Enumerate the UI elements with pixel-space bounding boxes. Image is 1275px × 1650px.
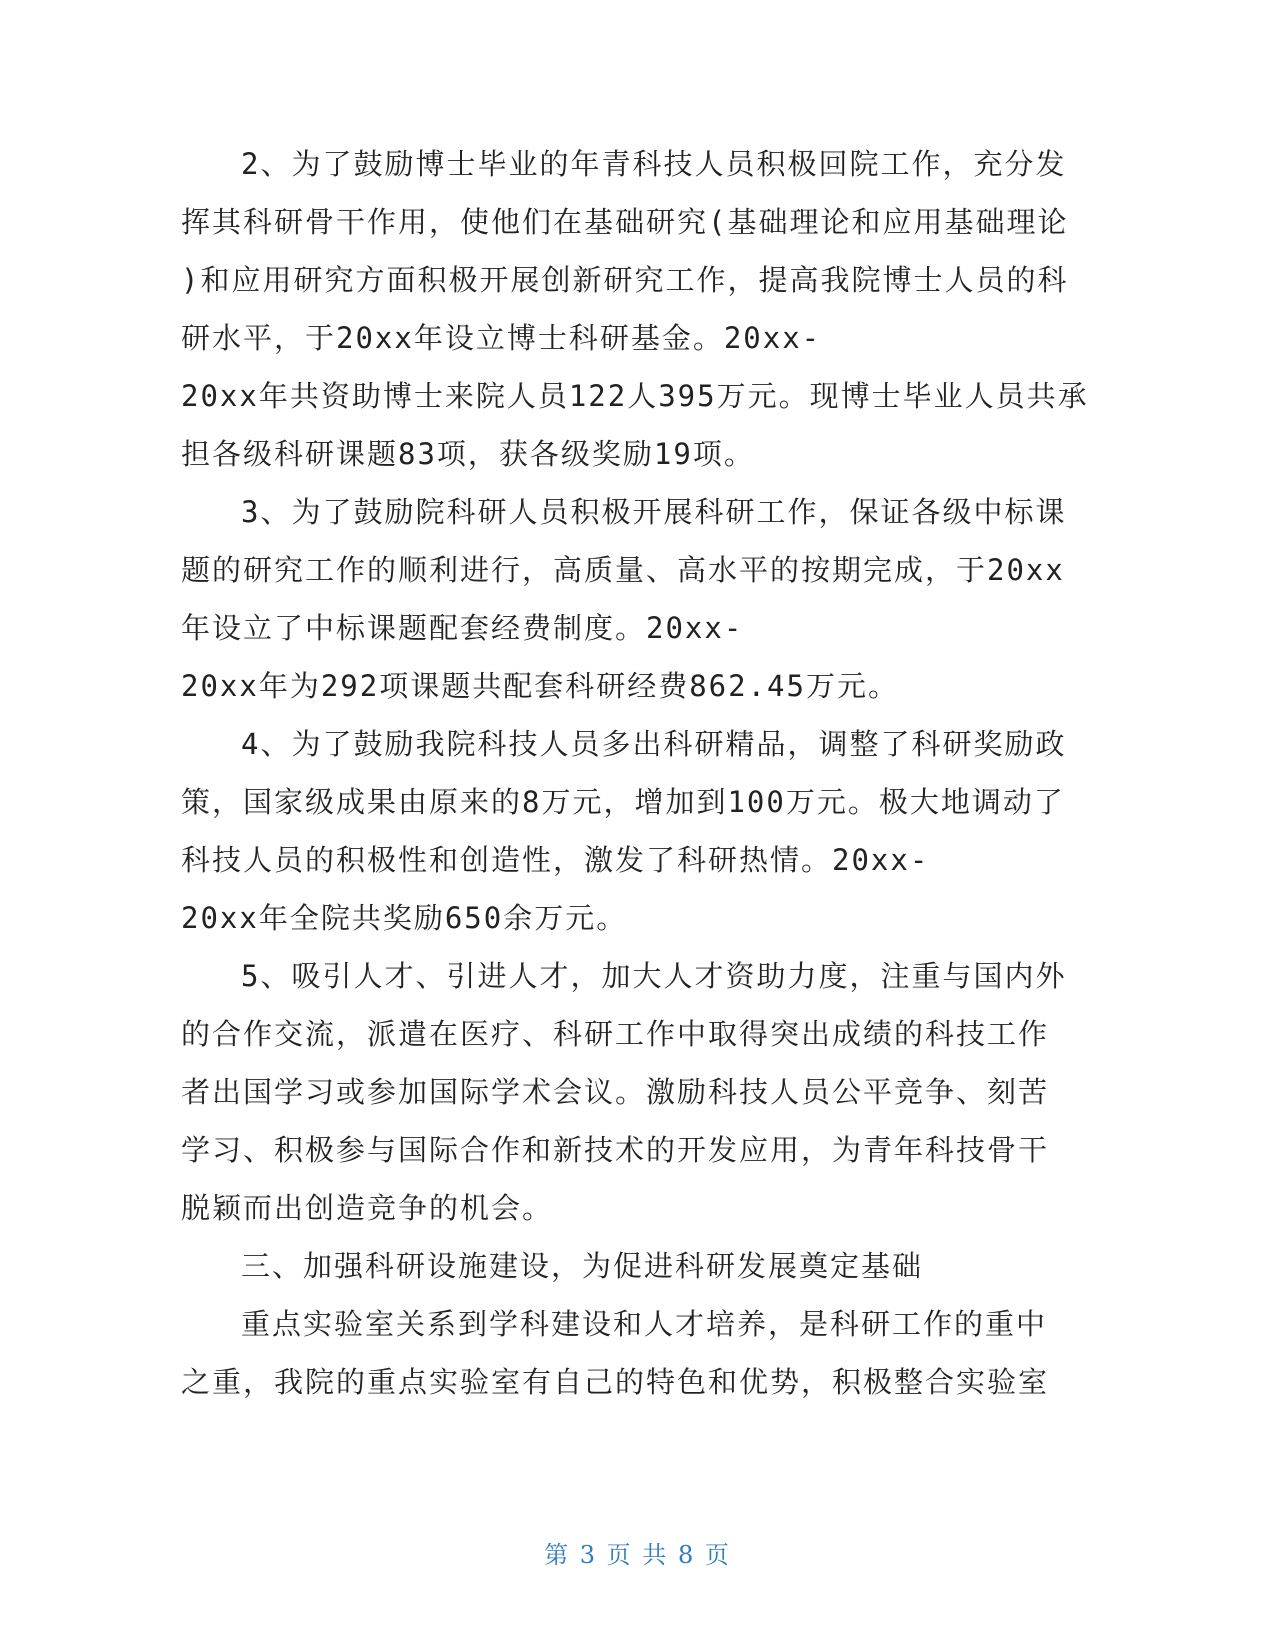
page-number-footer: 第 3 页 共 8 页 xyxy=(544,1541,731,1569)
text-line: 年设立了中标课题配套经费制度。20xx- xyxy=(181,611,744,645)
text-line: 挥其科研骨干作用，使他们在基础研究(基础理论和应用基础理论 xyxy=(181,205,1069,239)
text-line: 之重，我院的重点实验室有自己的特色和优势，积极整合实验室 xyxy=(181,1365,1050,1399)
text-line: 学习、积极参与国际合作和新技术的开发应用，为青年科技骨干 xyxy=(181,1133,1050,1167)
text-line: 的合作交流，派遣在医疗、科研工作中取得突出成绩的科技工作 xyxy=(181,1017,1050,1051)
text-line: 20xx年共资助博士来院人员122人395万元。现博士毕业人员共承 xyxy=(181,379,1089,413)
text-line: 者出国学习或参加国际学术会议。激励科技人员公平竞争、刻苦 xyxy=(181,1075,1050,1109)
text-line: 重点实验室关系到学科建设和人才培养，是科研工作的重中 xyxy=(241,1307,1048,1341)
text-line: 策，国家级成果由原来的8万元，增加到100万元。极大地调动了 xyxy=(181,785,1065,819)
text-line: )和应用研究方面积极开展创新研究工作，提高我院博士人员的科 xyxy=(181,263,1069,297)
text-line: 4、为了鼓励我院科技人员多出科研精品，调整了科研奖励政 xyxy=(241,727,1067,761)
text-line: 研水平，于20xx年设立博士科研基金。20xx- xyxy=(181,321,822,355)
text-line: 脱颖而出创造竞争的机会。 xyxy=(181,1191,554,1225)
text-line: 担各级科研课题83项，获各级奖励19项。 xyxy=(181,437,755,471)
text-line: 科技人员的积极性和创造性，激发了科研热情。20xx- xyxy=(181,843,930,877)
text-line: 20xx年全院共奖励650余万元。 xyxy=(181,901,628,935)
section-heading: 三、加强科研设施建设，为促进科研发展奠定基础 xyxy=(241,1249,924,1283)
text-line: 20xx年为292项课题共配套科研经费862.45万元。 xyxy=(181,669,899,703)
text-line: 5、吸引人才、引进人才，加大人才资助力度，注重与国内外 xyxy=(241,959,1067,993)
text-line: 题的研究工作的顺利进行，高质量、高水平的按期完成，于20xx xyxy=(181,553,1065,587)
text-line: 2、为了鼓励博士毕业的年青科技人员积极回院工作，充分发 xyxy=(241,147,1067,181)
text-line: 3、为了鼓励院科研人员积极开展科研工作，保证各级中标课 xyxy=(241,495,1067,529)
